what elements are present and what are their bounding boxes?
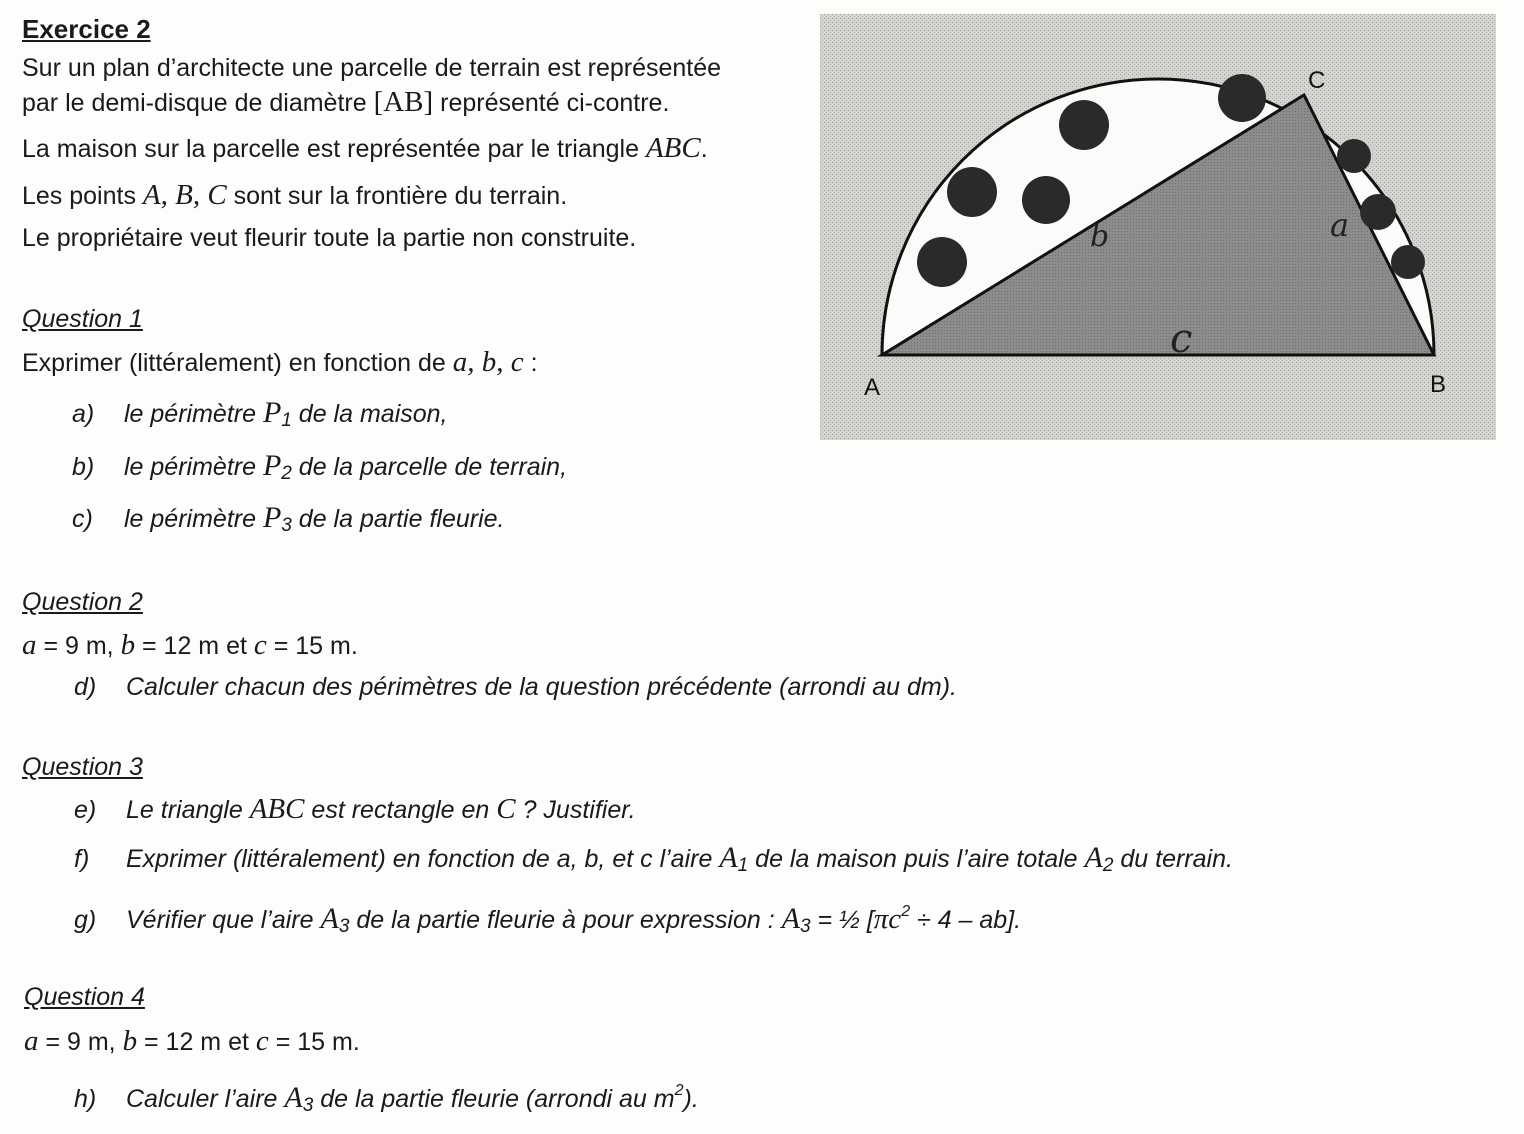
point-a-label: A: [864, 374, 881, 401]
flower: [1360, 194, 1396, 230]
flower: [1218, 74, 1266, 122]
item-d: d) Calculer chacun des périmètres de la question précédente (arrondi au dm).: [74, 673, 958, 701]
intro-line-3: La maison sur la parcelle est représentée par le triangle ABC.: [22, 132, 708, 164]
side-b-label: b: [1090, 219, 1110, 254]
question-2-heading: Question 2: [22, 588, 143, 616]
item-g: g) Vérifier que l’aire $A_3$ de la partie fleurie à pour expression : $A_3$ = ½ $[\pi c^2 \div 4 - ab]$.: [74, 902, 1022, 937]
question-4-given: a = 9 m, b = 12 m et c = 15 m.: [24, 1025, 360, 1057]
point-b-label: B: [1430, 371, 1447, 398]
point-c-label: C: [1308, 67, 1326, 94]
item-h: h) Calculer l’aire $A_3$ de la partie fleurie (arrondi au $m^2$).: [74, 1081, 699, 1116]
plot-figure: [820, 14, 1496, 440]
question-4-heading: Question 4: [24, 983, 145, 1011]
flower: [1022, 176, 1070, 224]
intro-line-5: Le propriétaire veut fleurir toute la partie non construite.: [22, 224, 637, 252]
flower: [917, 237, 967, 287]
item-c: c) le périmètre $P_3$ de la partie fleurie.: [72, 501, 505, 536]
intro-line-1: Sur un plan d’architecte une parcelle de terrain est représentée: [22, 54, 722, 82]
intro-line-2: par le demi-disque de diamètre [AB] représenté ci-contre.: [22, 86, 670, 118]
item-f: f) Exprimer (littéralement) en fonction de a, b, et c l’aire $A_1$ de la maison puis l’aire totale $A_2$ du terrain.: [74, 841, 1233, 876]
question-2-given: a = 9 m, b = 12 m et c = 15 m.: [22, 629, 358, 661]
flower: [1391, 245, 1425, 279]
exercise-title: Exercice 2: [22, 14, 151, 44]
item-a: a) le périmètre $P_1$ de la maison,: [72, 396, 448, 431]
question-1-heading: Question 1: [22, 305, 143, 333]
question-3-heading: Question 3: [22, 753, 143, 781]
flower: [947, 167, 997, 217]
intro-line-4: Les points A, B, C sont sur la frontière du terrain.: [22, 179, 568, 211]
item-e: e) Le triangle ABC est rectangle en C ? Justifier.: [74, 793, 636, 825]
item-b: b) le périmètre $P_2$ de la parcelle de terrain,: [72, 449, 568, 484]
flower: [1337, 139, 1371, 173]
flower: [1059, 100, 1109, 150]
side-a-label: a: [1330, 206, 1350, 244]
question-1-prompt: Exprimer (littéralement) en fonction de a, b, c :: [22, 346, 538, 378]
side-c-label: c: [1170, 316, 1193, 362]
